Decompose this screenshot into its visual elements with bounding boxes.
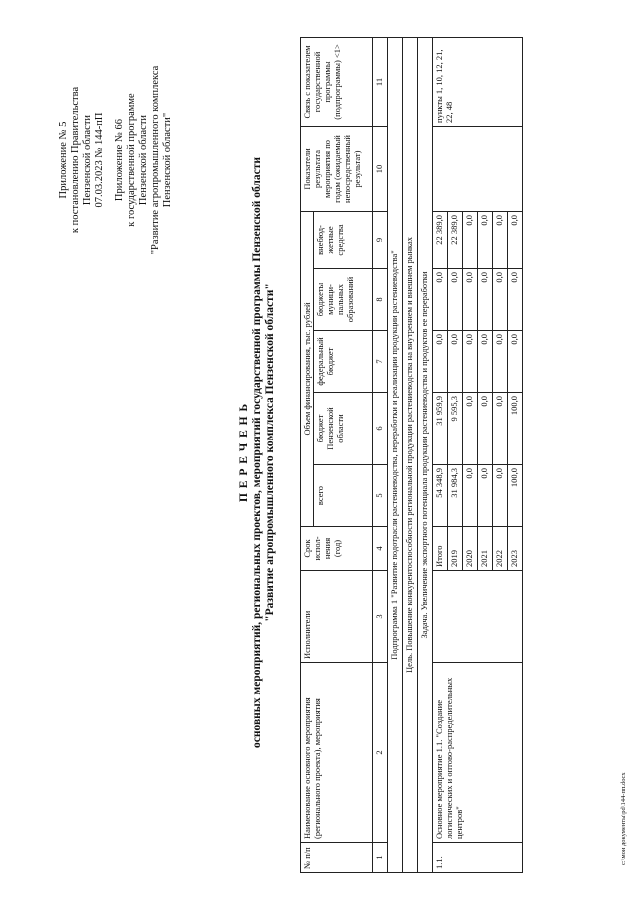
header-municipal: бюджеты муници- пальных образований bbox=[314, 269, 373, 331]
cell-federal: 0,0 bbox=[463, 331, 478, 393]
cell-year: 2022 bbox=[493, 527, 508, 571]
cell-municipal: 0,0 bbox=[433, 269, 448, 331]
col-number: 1 bbox=[373, 843, 388, 873]
cell-municipal: 0,0 bbox=[478, 269, 493, 331]
col-number: 5 bbox=[373, 465, 388, 527]
cell-extra: 0,0 bbox=[493, 211, 508, 268]
activity-num: 1.1. bbox=[433, 843, 523, 873]
appendix-block bbox=[58, 55, 174, 265]
cell-municipal: 0,0 bbox=[463, 269, 478, 331]
cell-municipal: 0,0 bbox=[508, 269, 523, 331]
table-row bbox=[433, 37, 448, 872]
header-funding: Объем финансирования, тыс. рублей bbox=[301, 211, 314, 526]
cell-regional: 100,0 bbox=[508, 393, 523, 465]
col-number: 11 bbox=[373, 37, 388, 126]
activity-link: пункты 1, 10, 12, 21, 22, 48 bbox=[433, 37, 523, 126]
cell-total: 100,0 bbox=[508, 465, 523, 527]
cell-regional: 0,0 bbox=[463, 393, 478, 465]
activities-table bbox=[300, 37, 523, 873]
activity-indicators bbox=[433, 126, 523, 211]
activity-name: Основное мероприятие 1.1. "Создание логистических и оптово-распределительных центров" bbox=[433, 663, 523, 843]
appendix-line: к постановлению Правительства bbox=[70, 86, 81, 234]
cell-federal: 0,0 bbox=[493, 331, 508, 393]
header-extra: внебюд- жетные средства bbox=[314, 211, 373, 268]
cell-municipal: 0,0 bbox=[448, 269, 463, 331]
cell-extra: 22 389,0 bbox=[448, 211, 463, 268]
header-indicators: Показатели результата мероприятия по годам (ожидаемый непосредственный результат) bbox=[301, 126, 373, 211]
activity-executor bbox=[433, 571, 523, 663]
cell-regional: 0,0 bbox=[478, 393, 493, 465]
cell-year: 2021 bbox=[478, 527, 493, 571]
header-name: Наименование основного мероприятия (регионального проекта), мероприятия bbox=[301, 663, 373, 843]
subprogram-row: Подпрограмма 1 "Развитие подотрасли растениеводства, переработки и реализации продукции растениеводства" bbox=[388, 37, 403, 872]
cell-year: 2023 bbox=[508, 527, 523, 571]
header-regional: бюджет Пензенской области bbox=[314, 393, 373, 465]
cell-total: 31 984,3 bbox=[448, 465, 463, 527]
appendix-line: Приложение № 66 bbox=[114, 118, 125, 202]
cell-extra: 0,0 bbox=[478, 211, 493, 268]
cell-municipal: 0,0 bbox=[493, 269, 508, 331]
task-row: Задача. Увеличение экспортного потенциала продукции растениеводства и продуктов ее переработки bbox=[418, 37, 433, 872]
col-number: 3 bbox=[373, 571, 388, 663]
cell-year: 2019 bbox=[448, 527, 463, 571]
cell-total: 54 348,9 bbox=[433, 465, 448, 527]
col-number: 2 bbox=[373, 663, 388, 843]
appendix-line: Пензенской области bbox=[138, 114, 149, 206]
cell-total: 0,0 bbox=[478, 465, 493, 527]
cell-federal: 0,0 bbox=[448, 331, 463, 393]
col-number: 8 bbox=[373, 269, 388, 331]
header-num: № п/п bbox=[301, 843, 373, 873]
cell-year: Итого bbox=[433, 527, 448, 571]
cell-regional: 0,0 bbox=[493, 393, 508, 465]
cell-regional: 9 595,3 bbox=[448, 393, 463, 465]
col-number: 4 bbox=[373, 527, 388, 571]
cell-total: 0,0 bbox=[463, 465, 478, 527]
appendix-line: "Развитие агропромышленного комплекса bbox=[150, 65, 161, 255]
col-number: 7 bbox=[373, 331, 388, 393]
col-number: 9 bbox=[373, 211, 388, 268]
appendix-line: 07.03.2023 № 144-пП bbox=[94, 112, 105, 208]
header-term: Срок испол- нения (год) bbox=[301, 527, 373, 571]
cell-total: 0,0 bbox=[493, 465, 508, 527]
header-executor: Исполнители bbox=[301, 571, 373, 663]
title-sub2: "Развитие агропромышленного комплекса Пензенской области" bbox=[264, 283, 276, 622]
title-sub1: основных мероприятий, региональных проектов, мероприятий государственной программы Пензенской области bbox=[251, 157, 263, 748]
cell-extra: 0,0 bbox=[463, 211, 478, 268]
cell-year: 2020 bbox=[463, 527, 478, 571]
goal-row: Цель. Повышение конкурентоспособности региональной продукции растениеводства на внутреннем и внешнем рынках bbox=[403, 37, 418, 872]
col-number: 6 bbox=[373, 393, 388, 465]
col-number: 10 bbox=[373, 126, 388, 211]
file-path-footer: c:\мои документы\pd\144-пп.docx bbox=[620, 772, 627, 865]
cell-regional: 31 959,9 bbox=[433, 393, 448, 465]
cell-federal: 0,0 bbox=[478, 331, 493, 393]
cell-federal: 0,0 bbox=[508, 331, 523, 393]
cell-federal: 0,0 bbox=[433, 331, 448, 393]
header-total: всего bbox=[314, 465, 373, 527]
header-link: Связь с показателем государственной программы (подпрограммы) <1> bbox=[301, 37, 373, 126]
appendix-line: Пензенской области bbox=[82, 114, 93, 206]
document-title bbox=[238, 0, 277, 905]
cell-extra: 0,0 bbox=[508, 211, 523, 268]
appendix-line: Пензенской области" bbox=[162, 112, 173, 208]
appendix-line: Приложение № 5 bbox=[58, 121, 69, 199]
cell-extra: 22 389,0 bbox=[433, 211, 448, 268]
header-federal: федеральный бюджет bbox=[314, 331, 373, 393]
appendix-line: к государственной программе bbox=[126, 93, 137, 227]
title-main: П Е Р Е Ч Е Н Ь bbox=[238, 402, 250, 503]
column-number-row bbox=[373, 37, 388, 872]
